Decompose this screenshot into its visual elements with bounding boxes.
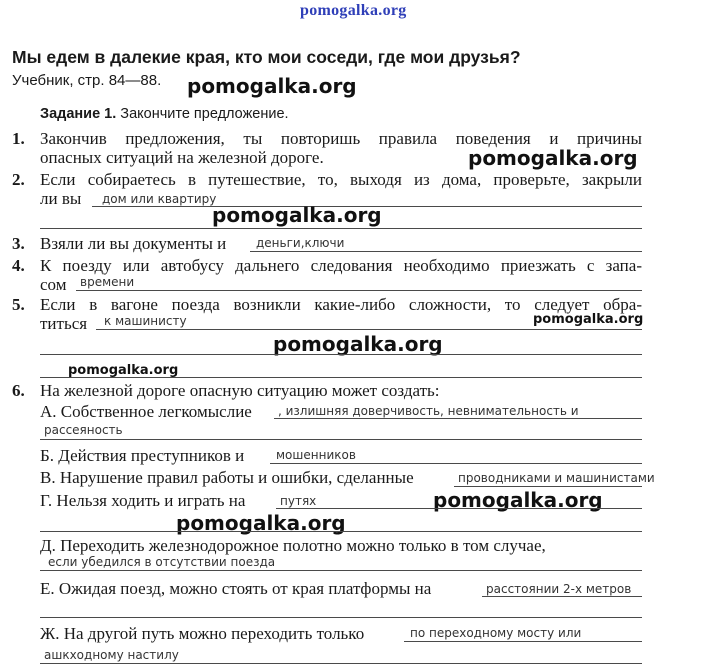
answer-line [40,617,642,618]
answer-line [482,596,642,597]
subitem-e-text: Е. Ожидая поезд, можно стоять от края платформы на [40,579,432,598]
answer-text: мошенников [276,448,356,462]
item-2-line-1: Если собираетесь в путешествие, то, выходя из дома, проверьте, закрыли [40,170,642,189]
task-heading [40,106,289,122]
answer-line [40,377,642,378]
watermark: pomogalka.org [68,363,179,378]
answer-text: если убедился в отсутствии поезда [48,555,276,569]
watermark: pomogalka.org [176,511,346,535]
answer-text: рассеяность [44,423,123,437]
watermark: pomogalka.org [212,203,382,227]
item-2-line-2: ли вы [40,189,82,208]
item-number: 3. [12,234,25,253]
watermark: pomogalka.org [187,74,357,98]
task-instruction: Закончите предложение. [116,106,289,122]
answer-line [40,439,642,440]
answer-text: ашкходному настилу [44,648,179,662]
item-5-line-1: Если в вагоне поезда возникли какие-либо сложности, то следует обра- [40,295,642,314]
subitem-d-text: Д. Переходить железнодорожное полотно можно только в том случае, [40,536,546,555]
answer-line [270,463,642,464]
answer-line [250,251,642,252]
answer-text: проводниками и машинистами [458,471,655,485]
answer-text: к машинисту [104,314,187,328]
answer-line [404,641,642,642]
answer-text: времени [80,275,135,289]
watermark: pomogalka.org [468,146,638,170]
item-1-line-1: Закончив предложения, ты повторишь правила поведения и причины [40,129,642,148]
page-title: Мы едем в далекие края, кто мои соседи, где мои друзья? [12,47,521,67]
item-4-line-1: К поезду или автобусу дальнего следования необходимо приезжать с запа- [40,256,642,275]
textbook-reference: Учебник, стр. 84—88. [12,72,162,89]
item-3-text: Взяли ли вы документы и [40,234,227,253]
item-6-text: На железной дороге опасную ситуацию может создать: [40,381,440,400]
item-4-line-2: сом [40,275,67,294]
answer-line [40,228,642,229]
answer-line [276,508,642,509]
subitem-a-text: А. Собственное легкомыслие [40,402,252,421]
watermark: pomogalka.org [273,332,443,356]
answer-text: по переходному мосту или [410,626,582,640]
subitem-zh-text: Ж. На другой путь можно переходить только [40,624,365,643]
answer-text: путях [280,494,317,508]
answer-text: расстоянии 2-х метров [486,582,632,596]
answer-text: , излишняя доверчивость, невнимательность и [278,404,579,418]
task-label: Задание 1. [40,106,117,122]
answer-line [96,329,642,330]
watermark: pomogalka.org [533,312,644,327]
item-number: 1. [12,129,25,148]
answer-text: деньги,ключи [256,236,345,250]
answer-line [40,354,642,355]
item-number: 6. [12,381,25,400]
watermark-top: pomogalka.org [300,2,407,19]
answer-line [76,290,642,291]
subitem-b-text: Б. Действия преступников и [40,446,245,465]
item-1-line-2: опасных ситуаций на железной дороге. [40,148,324,167]
answer-line [274,418,642,419]
item-5-line-2: титься [40,314,88,333]
item-number: 5. [12,295,25,314]
answer-line [40,570,642,571]
subitem-v-text: В. Нарушение правил работы и ошибки, сделанные [40,468,414,487]
answer-line [40,531,642,532]
item-number: 2. [12,170,25,189]
answer-line [40,663,642,664]
answer-line [454,486,642,487]
answer-text: дом или квартиру [102,192,217,206]
item-number: 4. [12,256,25,275]
watermark: pomogalka.org [433,488,603,512]
subitem-g-text: Г. Нельзя ходить и играть на [40,491,246,510]
